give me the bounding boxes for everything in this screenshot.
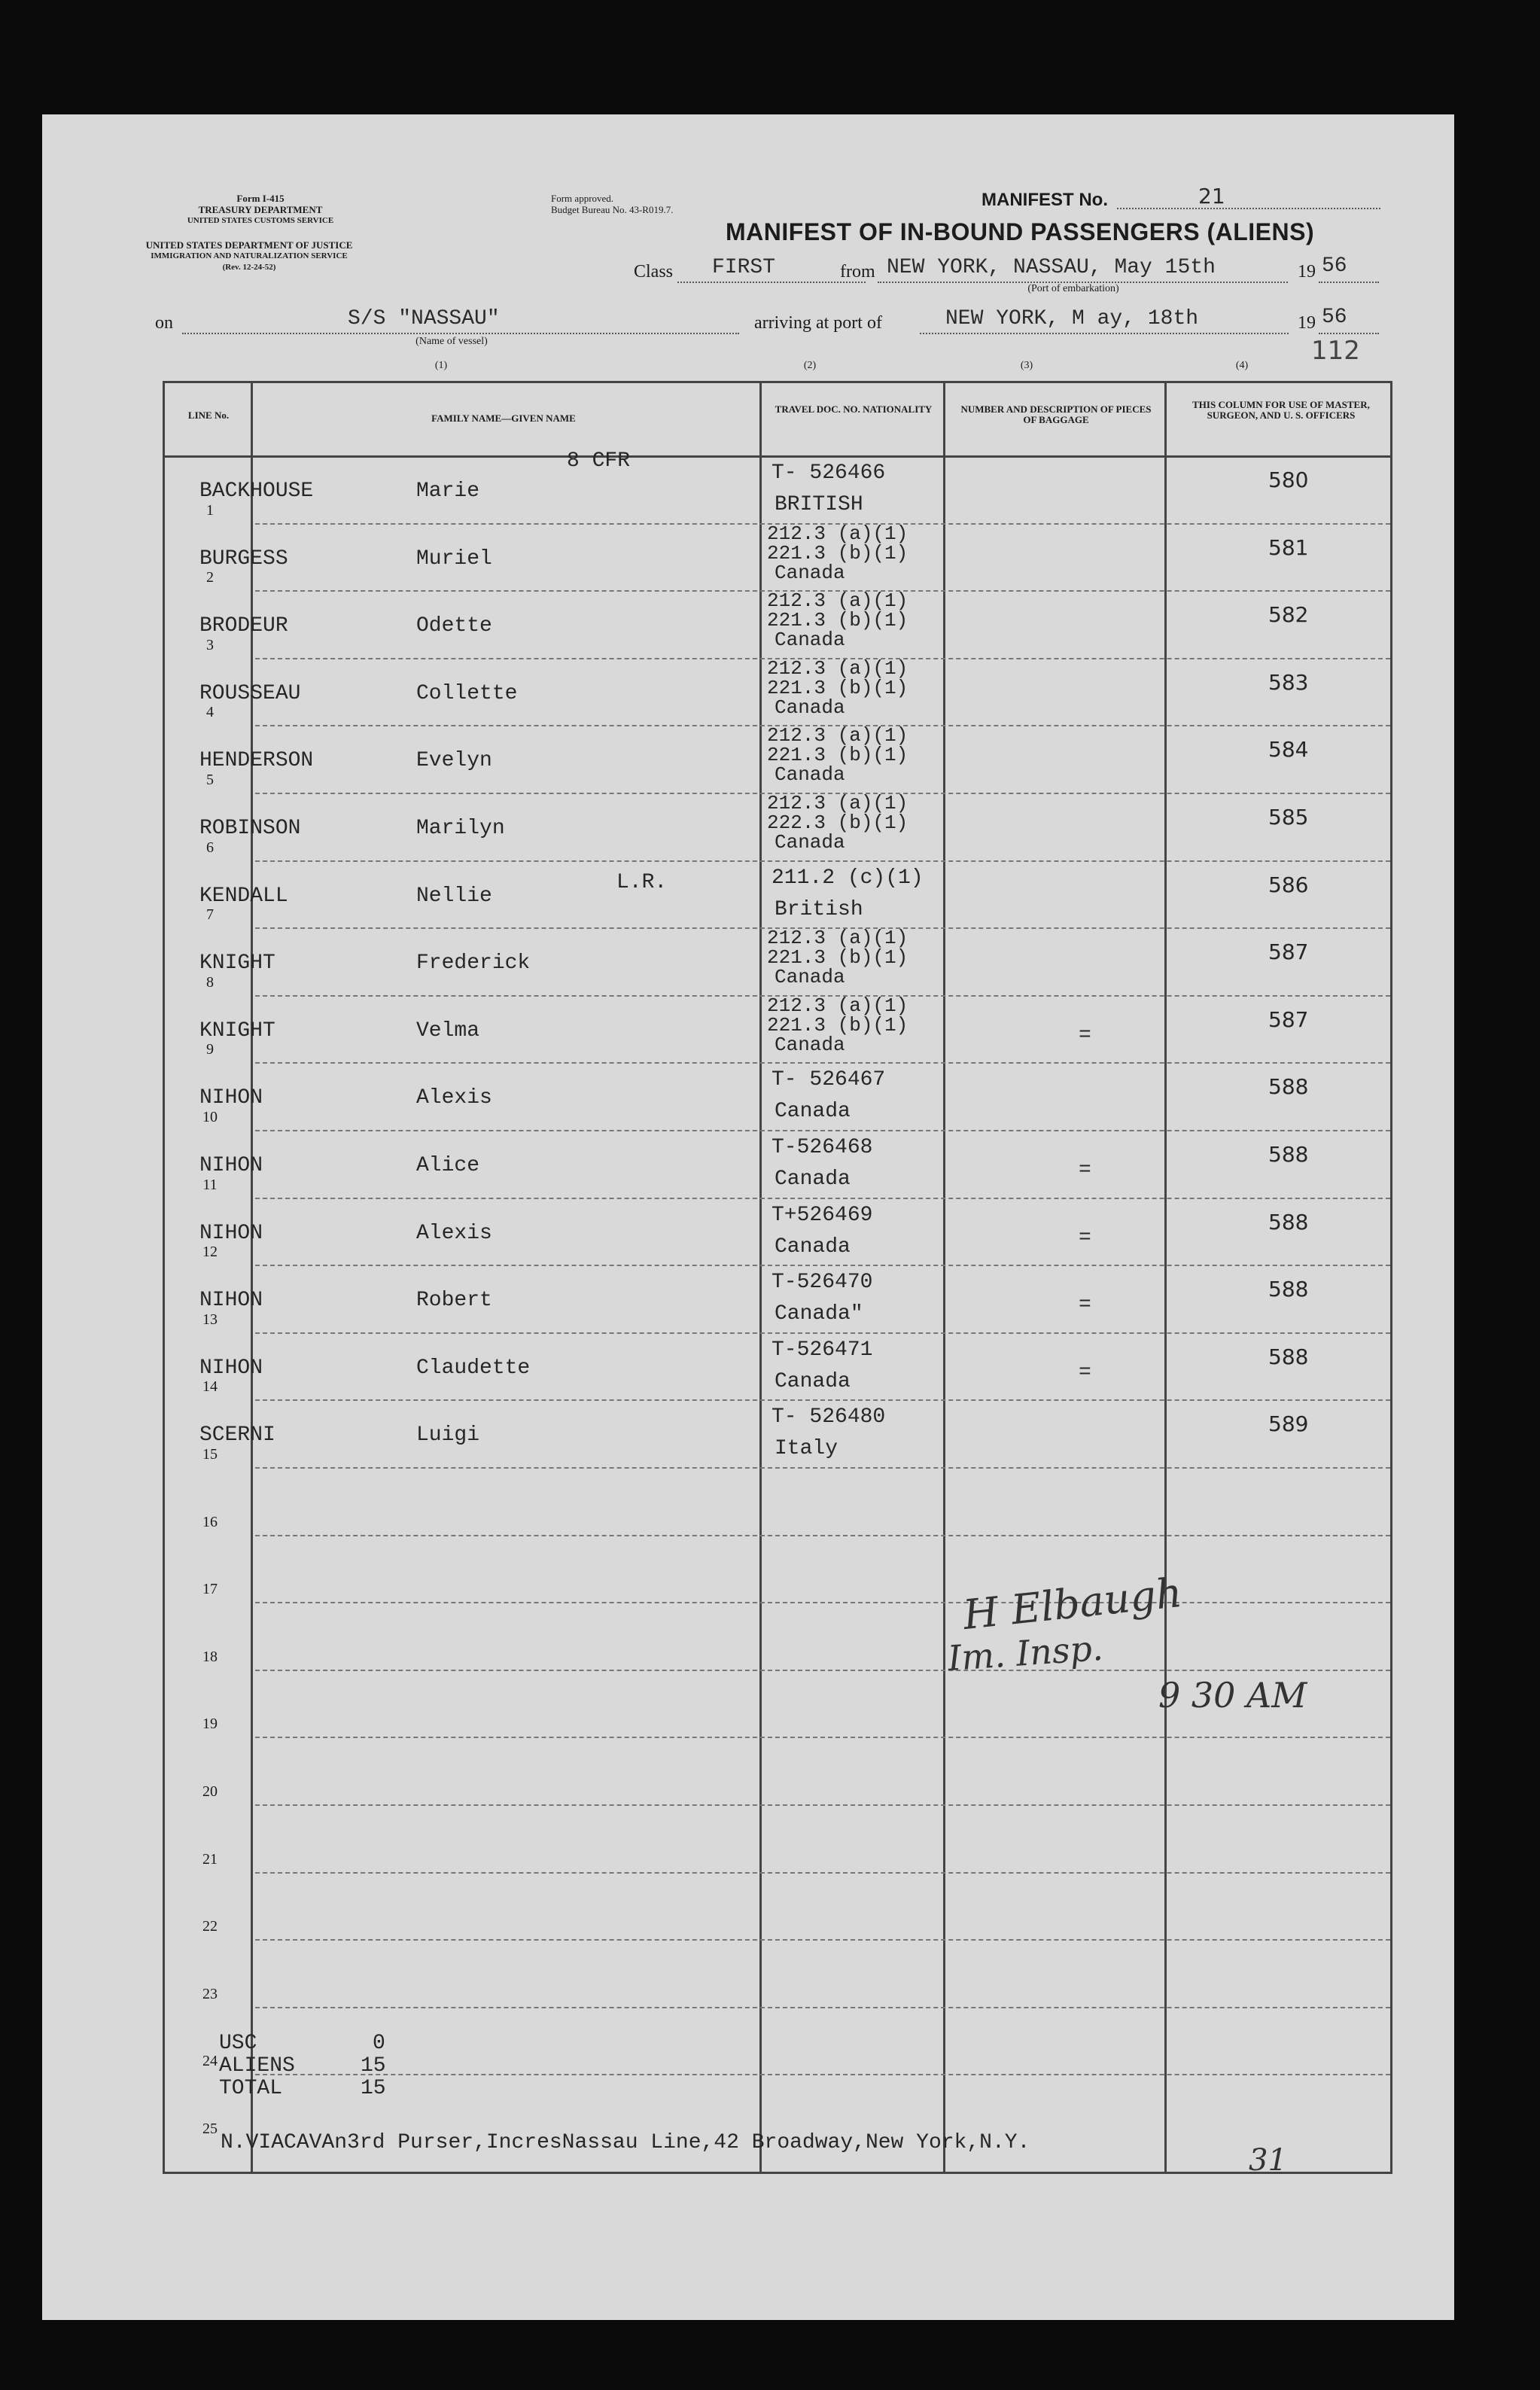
nationality: Canada bbox=[775, 1369, 851, 1393]
officer-number: 588 bbox=[1268, 1209, 1309, 1235]
row-divider bbox=[255, 1670, 1390, 1671]
travel-doc-number: T-526468 bbox=[772, 1136, 873, 1159]
col-num-2: (2) bbox=[803, 360, 817, 371]
year-prefix: 19 bbox=[1298, 262, 1316, 282]
nationality: Canada bbox=[775, 561, 845, 584]
manifest-label: MANIFEST No. bbox=[982, 190, 1108, 210]
given-name: Evelyn bbox=[416, 749, 492, 773]
col-divider bbox=[759, 383, 762, 2172]
baggage-mark: = bbox=[1079, 1023, 1091, 1047]
travel-doc-line2: 221.3 (b)(1) bbox=[767, 609, 908, 632]
given-name: Velma bbox=[416, 1018, 480, 1043]
form-approved: Form approved. bbox=[551, 193, 614, 204]
col-head-officers: THIS COLUMN FOR USE OF MASTER, SURGEON, AND U. S. OFFICERS bbox=[1192, 399, 1370, 421]
col-head-name: FAMILY NAME—GIVEN NAME bbox=[431, 413, 576, 424]
row-divider bbox=[255, 1467, 1390, 1469]
approval-block bbox=[551, 193, 777, 215]
line-number: 22 bbox=[202, 1918, 218, 1935]
travel-doc-line1: 212.3 (a)(1) bbox=[767, 656, 908, 680]
travel-doc-number: 211.2 (c)(1) bbox=[772, 866, 924, 890]
year-value: 56 bbox=[1322, 254, 1347, 278]
line-number: 10 bbox=[202, 1109, 218, 1125]
lr-annotation: L.R. bbox=[616, 870, 668, 894]
ins-service: IMMIGRATION AND NATURALIZATION SERVICE bbox=[151, 251, 348, 260]
form-number: Form I-415 bbox=[236, 193, 285, 204]
family-name: NIHON bbox=[199, 1356, 263, 1380]
row-divider bbox=[255, 1737, 1390, 1738]
family-name: BURGESS bbox=[199, 547, 288, 571]
time-stamp: 9 30 AM bbox=[1158, 1675, 1307, 1716]
line-number: 1 bbox=[206, 501, 214, 519]
line-number: 24 bbox=[202, 2053, 218, 2070]
travel-doc-number: T- 526466 bbox=[772, 461, 886, 485]
nationality: Italy bbox=[775, 1437, 838, 1461]
total-value: 15 bbox=[361, 2077, 386, 2100]
family-name: BRODEUR bbox=[199, 614, 288, 638]
col-head-travel: TRAVEL DOC. NO. NATIONALITY bbox=[775, 403, 933, 415]
row-divider bbox=[255, 2074, 1390, 2075]
vessel-dotline bbox=[182, 333, 739, 334]
col-divider bbox=[943, 383, 945, 2172]
line-number: 6 bbox=[206, 839, 214, 856]
col-num-3: (3) bbox=[1020, 360, 1033, 371]
arriving-dotline bbox=[920, 333, 1289, 334]
officer-number: 582 bbox=[1268, 602, 1309, 628]
given-name: Marilyn bbox=[416, 817, 505, 840]
justice-block bbox=[72, 239, 426, 273]
officer-number: 588 bbox=[1268, 1277, 1309, 1302]
usc-value: 0 bbox=[373, 2032, 385, 2055]
on-label: on bbox=[155, 313, 173, 333]
given-name: Frederick bbox=[416, 951, 531, 976]
manifest-sheet bbox=[42, 114, 1454, 2320]
travel-doc-line2: 221.3 (b)(1) bbox=[767, 541, 908, 565]
from-label: from bbox=[840, 262, 875, 282]
manifest-dotline bbox=[1117, 208, 1380, 209]
line-number: 12 bbox=[202, 1244, 218, 1261]
class-dotline bbox=[677, 282, 866, 283]
passenger-table bbox=[163, 381, 1392, 2178]
given-name: Odette bbox=[416, 614, 492, 638]
row-divider bbox=[255, 1130, 1390, 1131]
travel-doc-line2: 221.3 (b)(1) bbox=[767, 946, 908, 970]
row-divider bbox=[255, 1399, 1390, 1401]
page-number: 112 bbox=[1311, 336, 1360, 366]
year2-dotline bbox=[1319, 333, 1379, 334]
row-divider bbox=[255, 2007, 1390, 2008]
year2-prefix: 19 bbox=[1298, 313, 1316, 333]
travel-doc-line1: 212.3 (a)(1) bbox=[767, 522, 908, 545]
col-head-line: LINE No. bbox=[187, 409, 230, 421]
vessel-name: S/S "NASSAU" bbox=[348, 307, 500, 330]
row-divider bbox=[255, 1602, 1390, 1603]
nationality: Canada" bbox=[775, 1302, 863, 1326]
travel-doc-line1: 212.3 (a)(1) bbox=[767, 994, 908, 1017]
customs-service: UNITED STATES CUSTOMS SERVICE bbox=[187, 216, 334, 225]
officer-number: 586 bbox=[1268, 872, 1309, 897]
row-divider bbox=[255, 1198, 1390, 1199]
line-number: 14 bbox=[202, 1378, 218, 1396]
manifest-title: MANIFEST OF IN-BOUND PASSENGERS (ALIENS) bbox=[726, 218, 1315, 245]
year2-value: 56 bbox=[1322, 306, 1347, 329]
officer-number: 580 bbox=[1268, 467, 1309, 492]
nationality: Canada bbox=[775, 1100, 851, 1124]
travel-doc-line2: 221.3 (b)(1) bbox=[767, 676, 908, 699]
arriving-label: arriving at port of bbox=[754, 313, 882, 333]
travel-doc-line1: 212.3 (a)(1) bbox=[767, 792, 908, 814]
line-number: 19 bbox=[202, 1716, 218, 1733]
family-name: KNIGHT bbox=[199, 951, 275, 976]
travel-doc-line1: 212.3 (a)(1) bbox=[767, 927, 908, 950]
given-name: Muriel bbox=[416, 547, 492, 571]
class-label: Class bbox=[634, 262, 674, 282]
row-divider bbox=[255, 1804, 1390, 1806]
family-name: NIHON bbox=[199, 1154, 263, 1177]
nationality: Canada bbox=[775, 696, 845, 719]
col-divider bbox=[251, 383, 253, 2172]
nationality: Canada bbox=[775, 629, 845, 652]
officer-number: 583 bbox=[1268, 669, 1309, 695]
family-name: HENDERSON bbox=[199, 749, 314, 773]
class-value: FIRST bbox=[712, 256, 776, 279]
family-name: ROUSSEAU bbox=[199, 681, 301, 705]
line-number: 15 bbox=[202, 1446, 218, 1463]
travel-doc-line2: 222.3 (b)(1) bbox=[767, 811, 908, 834]
given-name: Alexis bbox=[416, 1221, 492, 1245]
baggage-mark: = bbox=[1079, 1158, 1091, 1182]
from-value: NEW YORK, NASSAU, May 15th bbox=[887, 256, 1216, 279]
treasury-dept: TREASURY DEPARTMENT bbox=[198, 204, 323, 215]
manifest-number: 21 bbox=[1198, 184, 1225, 209]
baggage-mark: = bbox=[1079, 1360, 1091, 1384]
row-divider bbox=[255, 1535, 1390, 1536]
family-name: SCERNI bbox=[199, 1423, 275, 1448]
officer-number: 584 bbox=[1268, 737, 1309, 763]
purser-footer: N.VIACAVAn3rd Purser,IncresNassau Line,42 Broadway,New York,N.Y. bbox=[221, 2131, 1030, 2154]
given-name: Alexis bbox=[416, 1086, 492, 1110]
officer-number: 587 bbox=[1268, 939, 1309, 965]
travel-doc-number: T- 526467 bbox=[772, 1068, 886, 1092]
line-number: 5 bbox=[206, 772, 214, 788]
line-number: 8 bbox=[206, 973, 214, 991]
nationality: Canada bbox=[775, 966, 845, 989]
given-name: Claudette bbox=[416, 1356, 531, 1380]
line-number: 18 bbox=[202, 1648, 218, 1665]
nationality: Canada bbox=[775, 1235, 851, 1259]
family-name: ROBINSON bbox=[199, 817, 301, 840]
officer-number: 589 bbox=[1268, 1411, 1309, 1437]
line-number: 9 bbox=[206, 1041, 214, 1058]
officer-number: 588 bbox=[1268, 1074, 1309, 1100]
row-divider bbox=[255, 1332, 1390, 1334]
line-number: 4 bbox=[206, 704, 214, 721]
aliens-label: ALIENS bbox=[219, 2054, 295, 2078]
officer-number: 585 bbox=[1268, 805, 1309, 830]
baggage-mark: = bbox=[1079, 1225, 1091, 1250]
line-number: 2 bbox=[206, 569, 214, 586]
justice-dept: UNITED STATES DEPARTMENT OF JUSTICE bbox=[145, 239, 353, 251]
nationality: Canada bbox=[775, 831, 845, 854]
given-name: Marie bbox=[416, 480, 480, 503]
row-divider bbox=[255, 1939, 1390, 1941]
family-name: NIHON bbox=[199, 1289, 263, 1313]
row-divider bbox=[255, 1062, 1390, 1064]
col-num-4: (4) bbox=[1235, 360, 1249, 371]
line-number: 7 bbox=[206, 906, 214, 924]
signature: H Elbaugh bbox=[960, 1568, 1185, 1640]
family-name: BACKHOUSE bbox=[199, 480, 314, 503]
nationality: British bbox=[775, 897, 863, 921]
line-number: 11 bbox=[202, 1176, 218, 1193]
line-number: 20 bbox=[202, 1783, 218, 1800]
travel-doc-line1: 212.3 (a)(1) bbox=[767, 724, 908, 747]
signature-title: Im. Insp. bbox=[946, 1627, 1105, 1679]
usc-label: USC bbox=[219, 2032, 257, 2055]
given-name: Luigi bbox=[416, 1423, 480, 1448]
col-divider bbox=[1164, 383, 1167, 2172]
given-name: Collette bbox=[416, 681, 518, 705]
travel-doc-number: T+526469 bbox=[772, 1203, 873, 1227]
budget-bureau: Budget Bureau No. 43-R019.7. bbox=[551, 204, 674, 215]
baggage-mark: = bbox=[1079, 1293, 1091, 1317]
travel-doc-number: T-526470 bbox=[772, 1271, 873, 1295]
nationality: Canada bbox=[775, 1168, 851, 1191]
travel-doc-number: T- 526480 bbox=[772, 1405, 886, 1429]
travel-doc-line2: 221.3 (b)(1) bbox=[767, 1013, 908, 1037]
family-name: KENDALL bbox=[199, 884, 288, 908]
row-divider bbox=[255, 1872, 1390, 1874]
total-label: TOTAL bbox=[219, 2077, 283, 2100]
travel-doc-number: T-526471 bbox=[772, 1338, 873, 1362]
line-number: 3 bbox=[206, 636, 214, 653]
header-divider bbox=[165, 455, 1390, 458]
nationality: Canada bbox=[775, 1033, 845, 1056]
travel-doc-line1: 212.3 (a)(1) bbox=[767, 589, 908, 613]
aliens-value: 15 bbox=[361, 2054, 386, 2078]
officer-number: 581 bbox=[1268, 534, 1309, 560]
nationality: Canada bbox=[775, 763, 845, 787]
cfr-annotation: 8 CFR bbox=[567, 449, 631, 473]
col-num-1: (1) bbox=[434, 360, 448, 371]
revision: (Rev. 12-24-52) bbox=[222, 263, 276, 272]
vessel-caption: (Name of vessel) bbox=[415, 336, 488, 347]
arriving-value: NEW YORK, M ay, 18th bbox=[945, 307, 1199, 330]
family-name: KNIGHT bbox=[199, 1018, 275, 1043]
family-name: NIHON bbox=[199, 1086, 263, 1110]
line-number: 16 bbox=[202, 1513, 218, 1530]
line-number: 23 bbox=[202, 1985, 218, 2002]
officer-number: 587 bbox=[1268, 1006, 1309, 1032]
family-name: NIHON bbox=[199, 1221, 263, 1245]
given-name: Robert bbox=[416, 1289, 492, 1313]
officer-number: 588 bbox=[1268, 1142, 1309, 1167]
col-head-baggage: NUMBER AND DESCRIPTION OF PIECES OF BAGGAGE bbox=[960, 403, 1152, 425]
line-number: 17 bbox=[202, 1581, 218, 1598]
corner-mark: 31 bbox=[1249, 2143, 1287, 2178]
line-number: 25 bbox=[202, 2121, 218, 2137]
year-dotline bbox=[1319, 282, 1379, 283]
row-divider bbox=[255, 860, 1390, 862]
given-name: Nellie bbox=[416, 884, 492, 908]
agency-block bbox=[148, 193, 373, 227]
nationality: BRITISH bbox=[775, 493, 863, 516]
travel-doc-line2: 221.3 (b)(1) bbox=[767, 744, 908, 767]
port-caption: (Port of embarkation) bbox=[1027, 283, 1119, 294]
officer-number: 588 bbox=[1268, 1344, 1309, 1369]
line-number: 21 bbox=[202, 1850, 218, 1868]
line-number: 13 bbox=[202, 1311, 218, 1328]
row-divider bbox=[255, 1265, 1390, 1266]
given-name: Alice bbox=[416, 1154, 480, 1177]
